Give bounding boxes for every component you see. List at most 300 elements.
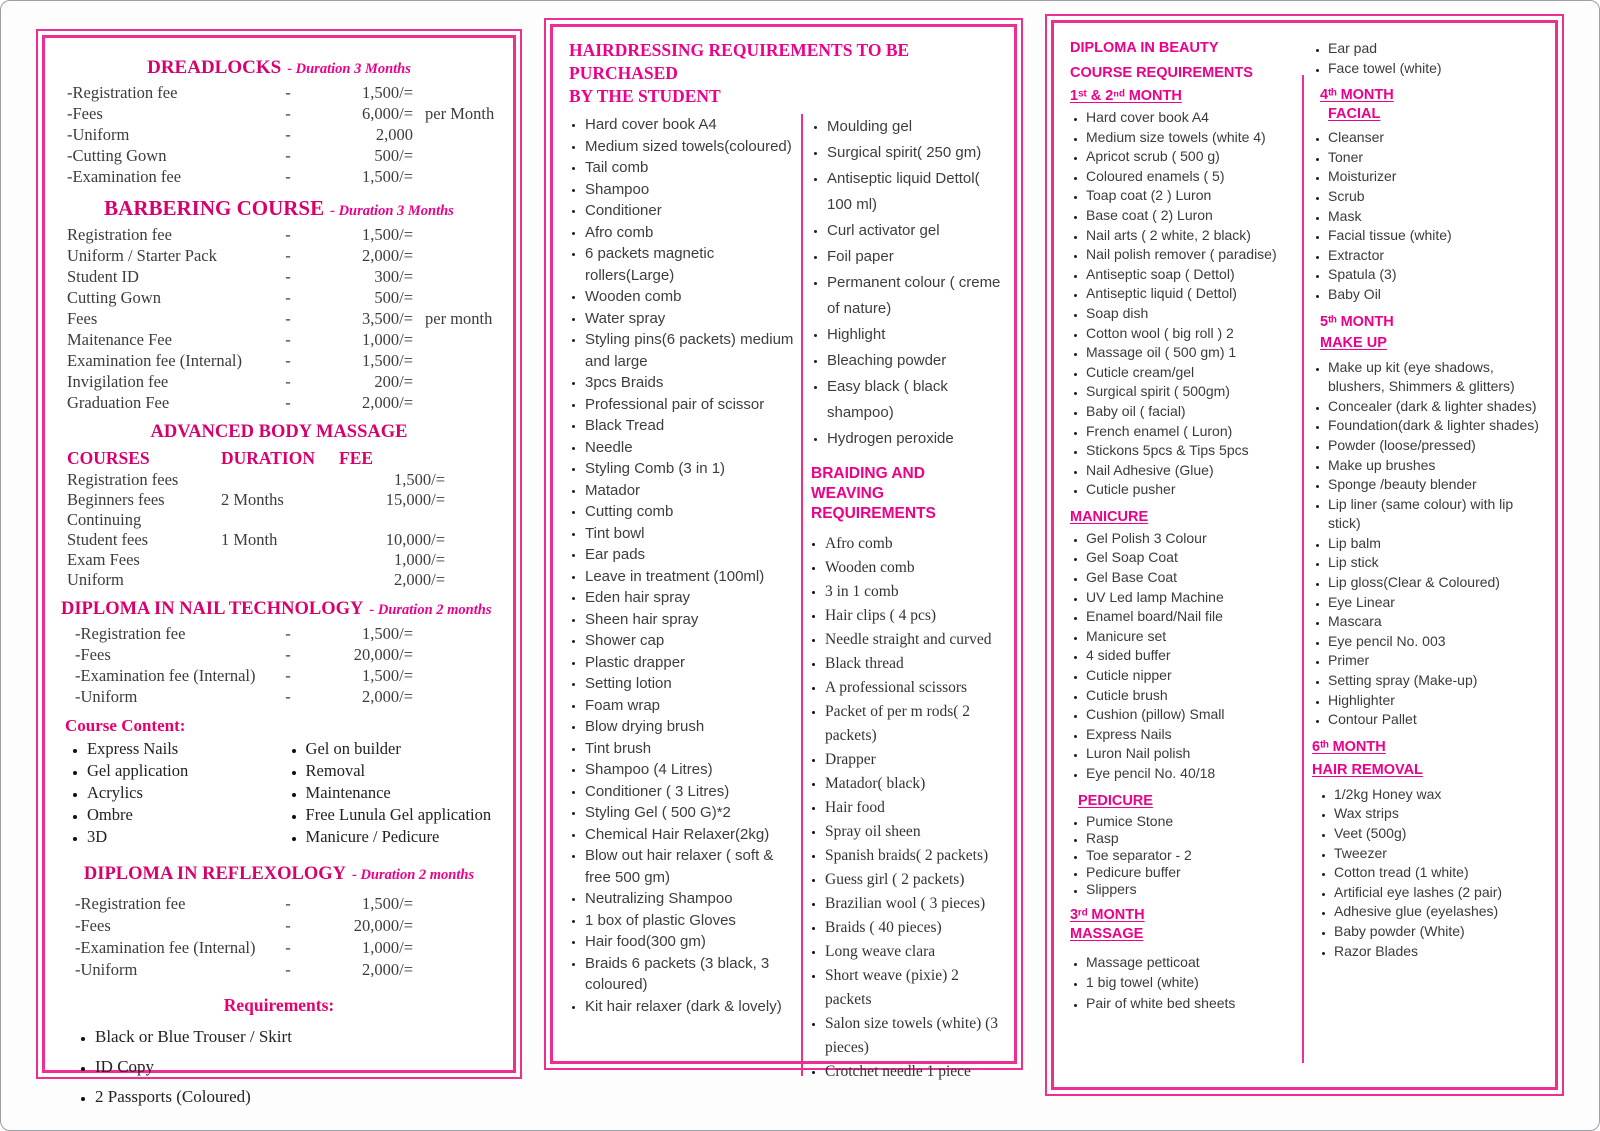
fee-note	[413, 893, 497, 915]
list-item: • Lip liner (same colour) with lip stick)	[1328, 495, 1549, 534]
list-item: • Antiseptic liquid Dettol( 100 ml)	[827, 166, 1006, 218]
fee-label: -Fees	[75, 645, 111, 664]
list-item: • Lip stick	[1328, 553, 1549, 573]
fee-row	[61, 893, 497, 915]
fee-separator: -	[285, 372, 291, 391]
list-item: • Toner	[1328, 148, 1549, 168]
fee-amount: 2,000/=	[361, 687, 413, 706]
fee-amount: 1,500/=	[361, 666, 413, 685]
list-item: • Pumice Stone	[1086, 813, 1302, 830]
list-item: • Tail comb	[585, 157, 801, 179]
hairdressing-columns	[567, 112, 1006, 1084]
list-item: • Sponge /beauty blender	[1328, 475, 1549, 495]
fee-amount: 1,500/=	[361, 83, 413, 102]
fee-separator: -	[285, 960, 291, 979]
fee-amount: 1,500/=	[361, 167, 413, 186]
column-divider	[1302, 75, 1304, 1063]
list-item: • Antiseptic soap ( Dettol)	[1086, 265, 1302, 285]
list-item: • Styling Comb (3 in 1)	[585, 458, 801, 480]
list-item: • Blow out hair relaxer ( soft & free 500 gm)	[585, 845, 801, 888]
fee-note	[413, 266, 497, 287]
fee-row	[61, 470, 497, 490]
section-duration: - Duration 2 months	[352, 867, 475, 883]
fee-note	[413, 623, 497, 644]
fee-label: Maitenance Fee	[67, 330, 172, 349]
hairdressing-title-line2: BY THE STUDENT	[569, 86, 721, 106]
fee-row	[61, 392, 497, 413]
list-item: • Coloured enamels ( 5)	[1086, 167, 1302, 187]
list-item: • Needle	[585, 437, 801, 459]
list-item: • UV Led lamp Machine	[1086, 588, 1302, 608]
list-item: • Hair food	[825, 796, 1006, 820]
fee-separator: -	[285, 687, 291, 706]
col-header-fee: FEE	[339, 448, 374, 468]
fee-row	[61, 937, 497, 959]
fee-note	[413, 166, 497, 187]
fee-label: -Examination fee (Internal)	[75, 938, 256, 957]
list-item: • Crotchet needle 1 piece	[825, 1060, 1006, 1084]
list-item: • Chemical Hair Relaxer(2kg)	[585, 824, 801, 846]
list-item: • Enamel board/Nail file	[1086, 607, 1302, 627]
course-content-label: Course Content:	[65, 716, 186, 735]
list-item: • Toe separator - 2	[1086, 847, 1302, 864]
list-item: • Conditioner	[585, 200, 801, 222]
fee-label: -Fees	[67, 104, 103, 123]
course-content-item: • Free Lunula Gel application	[306, 804, 497, 826]
fee-separator: -	[285, 916, 291, 935]
list-item: • Razor Blades	[1334, 942, 1549, 962]
list-item: • Matador( black)	[825, 772, 1006, 796]
fee-row	[61, 287, 497, 308]
course-fee: 2,000/=	[393, 570, 445, 589]
list-item: • Toap coat (2 ) Luron	[1086, 186, 1302, 206]
list-item: • Nail Adhesive (Glue)	[1086, 461, 1302, 481]
list-item: • Mascara	[1328, 612, 1549, 632]
list-item: • Leave in treatment (100ml)	[585, 566, 801, 588]
section-duration: - Duration 3 Months	[330, 203, 454, 219]
fee-separator: -	[285, 246, 291, 265]
braiding-weaving-list	[809, 532, 1006, 1084]
course-content-columns	[61, 738, 497, 848]
month-5-list	[1312, 358, 1549, 730]
fee-note	[413, 665, 497, 686]
list-item: • 1 big towel (white)	[1086, 972, 1302, 993]
fee-row	[61, 490, 497, 510]
fee-label: -Cutting Gown	[67, 146, 167, 165]
course-duration	[221, 550, 339, 570]
beauty-col1	[1070, 33, 1302, 1087]
list-item: • Slippers	[1086, 881, 1302, 898]
fee-note	[413, 145, 497, 166]
list-item: • Hard cover book A4	[1086, 108, 1302, 128]
list-item: • Lip balm	[1328, 534, 1549, 554]
list-item: • Cotton wool ( big roll ) 2	[1086, 324, 1302, 344]
list-item: • Nail polish remover ( paradise)	[1086, 245, 1302, 265]
fee-amount: 6,000/=	[361, 104, 413, 123]
course-fee	[339, 510, 445, 530]
course-content-item: • Manicure / Pedicure	[306, 826, 497, 848]
fee-label: -Uniform	[75, 960, 138, 979]
fee-separator: -	[285, 938, 291, 957]
list-item: • Foam wrap	[585, 695, 801, 717]
list-item: • Extractor	[1328, 246, 1549, 266]
course-name: Exam Fees	[67, 550, 140, 569]
list-item: • Surgical spirit( 250 gm)	[827, 140, 1006, 166]
course-content-item: • 3D	[87, 826, 288, 848]
list-item: • Cleanser	[1328, 128, 1549, 148]
list-item: • Wooden comb	[825, 556, 1006, 580]
beauty-col2	[1312, 33, 1549, 1087]
fee-amount: 2,000	[375, 125, 413, 144]
section-title-text: DREADLOCKS	[147, 57, 282, 78]
list-item: • Scrub	[1328, 187, 1549, 207]
fee-amount: 1,500/=	[361, 225, 413, 244]
list-item: • Concealer (dark & lighter shades)	[1328, 397, 1549, 417]
dreadlocks-title	[61, 57, 497, 79]
list-item: • French enamel ( Luron)	[1086, 422, 1302, 442]
month-5-heading-line2: MAKE UP	[1320, 334, 1387, 351]
list-item: • Permanent colour ( creme of nature)	[827, 270, 1006, 322]
fee-amount: 2,000/=	[361, 960, 413, 979]
fee-label: -Examination fee (Internal)	[75, 666, 256, 685]
course-duration	[221, 570, 339, 590]
list-item: • Spanish braids( 2 packets)	[825, 844, 1006, 868]
list-item: • Styling pins(6 packets) medium and large	[585, 329, 801, 372]
list-item: • Rasp	[1086, 830, 1302, 847]
fee-row	[61, 530, 497, 550]
list-item: • Gel Polish 3 Colour	[1086, 529, 1302, 549]
fee-label: -Examination fee	[67, 167, 182, 186]
fee-label: Uniform / Starter Pack	[67, 246, 217, 265]
list-item: • Veet (500g)	[1334, 824, 1549, 844]
list-item: • Plastic drapper	[585, 652, 801, 674]
course-content-item: • Gel on builder	[306, 738, 497, 760]
section-dreadlocks	[61, 57, 497, 187]
list-item: • 1 box of plastic Gloves	[585, 910, 801, 932]
month-1-2-list	[1070, 108, 1302, 500]
fee-amount: 500/=	[374, 146, 413, 165]
month-5-heading-line1: 5ᵗʰ MONTH	[1320, 313, 1394, 330]
barbering-title	[61, 196, 497, 221]
section-title-text: DIPLOMA IN REFLEXOLOGY	[83, 864, 346, 884]
manicure-heading: MANICURE	[1070, 508, 1149, 525]
list-item: • Highlighter	[1328, 691, 1549, 711]
month-4-heading-line1: 4ᵗʰ MONTH	[1320, 87, 1394, 104]
list-item: • Hard cover book A4	[585, 114, 801, 136]
list-item: • Shampoo	[585, 179, 801, 201]
list-item: • Lip gloss(Clear & Coloured)	[1328, 573, 1549, 593]
fee-separator: -	[285, 267, 291, 286]
fee-row	[61, 644, 497, 665]
hairdressing-col2	[809, 112, 1006, 1084]
fee-separator: -	[285, 167, 291, 186]
course-content-item: • Removal	[306, 760, 497, 782]
list-item: • Setting spray (Make-up)	[1328, 671, 1549, 691]
list-item: • Needle straight and curved	[825, 628, 1006, 652]
fee-row	[61, 686, 497, 707]
requirements-list	[61, 1022, 497, 1112]
fee-row	[61, 145, 497, 166]
list-item: • Make up kit (eye shadows, blushers, Shimmers & glitters)	[1328, 358, 1549, 397]
list-item: • Eye Linear	[1328, 593, 1549, 613]
fee-label: Fees	[67, 309, 98, 328]
fee-note	[413, 329, 497, 350]
course-name: Beginners fees	[67, 490, 165, 509]
list-item: • Blow drying brush	[585, 716, 801, 738]
fee-label: -Registration fee	[75, 894, 186, 913]
list-item: • Wooden comb	[585, 286, 801, 308]
fee-label: Registration fee	[67, 225, 172, 244]
requirement-item: • Black or Blue Trouser / Skirt	[95, 1022, 497, 1052]
list-item: • Styling Gel ( 500 G)*2	[585, 802, 801, 824]
list-item: • Cuticle nipper	[1086, 666, 1302, 686]
fee-label: -Uniform	[67, 125, 130, 144]
fee-row	[61, 166, 497, 187]
beauty-header-line1: DIPLOMA IN BEAUTY	[1070, 40, 1219, 56]
list-item: • Tweezer	[1334, 844, 1549, 864]
section-barbering	[61, 196, 497, 413]
month-3-list	[1070, 952, 1302, 1014]
list-item: • Brazilian wool ( 3 pieces)	[825, 892, 1006, 916]
list-item: • Setting lotion	[585, 673, 801, 695]
fee-separator: -	[285, 330, 291, 349]
month-3-heading-line1: 3ʳᵈ MONTH	[1070, 906, 1145, 923]
list-item: • Shower cap	[585, 630, 801, 652]
list-item: • Black thread	[825, 652, 1006, 676]
reflexology-title	[61, 864, 497, 885]
fee-separator: -	[285, 83, 291, 102]
fee-label: Student ID	[67, 267, 139, 286]
requirement-item: • 2 Passports (Coloured)	[95, 1082, 497, 1112]
list-item: • Contour Pallet	[1328, 710, 1549, 730]
list-item: • Eye pencil No. 40/18	[1086, 764, 1302, 784]
hairdressing-items-col2	[809, 114, 1006, 452]
course-content-item: • Acrylics	[87, 782, 288, 804]
list-item: • Drapper	[825, 748, 1006, 772]
fee-row	[61, 266, 497, 287]
fee-amount: 500/=	[374, 288, 413, 307]
fee-note	[413, 124, 497, 145]
fee-row	[61, 915, 497, 937]
list-item: • Primer	[1328, 651, 1549, 671]
list-item: • Express Nails	[1086, 725, 1302, 745]
fee-separator: -	[285, 125, 291, 144]
list-item: • Massage petticoat	[1086, 952, 1302, 973]
pedicure-heading: PEDICURE	[1078, 792, 1153, 809]
fee-amount: 200/=	[374, 372, 413, 391]
fee-amount: 2,000/=	[361, 393, 413, 412]
section-title-text: DIPLOMA IN NAIL TECHNOLOGY	[61, 599, 364, 619]
manicure-list	[1070, 529, 1302, 784]
list-item: • Make up brushes	[1328, 456, 1549, 476]
dreadlocks-fee-table	[61, 82, 497, 187]
list-item: • 3 in 1 comb	[825, 580, 1006, 604]
list-item: • Afro comb	[585, 222, 801, 244]
fee-amount: 1,500/=	[361, 351, 413, 370]
list-item: • Neutralizing Shampoo	[585, 888, 801, 910]
list-item: • Salon size towels (white) (3 pieces)	[825, 1012, 1006, 1060]
list-item: • Spray oil sheen	[825, 820, 1006, 844]
hairdressing-title	[569, 39, 1006, 108]
list-item: • Baby oil ( facial)	[1086, 402, 1302, 422]
list-item: • Wax strips	[1334, 804, 1549, 824]
fee-row	[61, 329, 497, 350]
hairdressing-col1	[567, 112, 801, 1084]
course-fee: 15,000/=	[385, 490, 445, 509]
course-name: Continuing	[67, 510, 142, 529]
month-3-heading-line2: MASSAGE	[1070, 925, 1144, 942]
fee-amount: 1,500/=	[361, 624, 413, 643]
fee-note	[413, 644, 497, 665]
hairdressing-title-line1: HAIRDRESSING REQUIREMENTS TO BE PURCHASED	[569, 40, 910, 83]
fee-row	[61, 103, 497, 124]
fee-amount: 20,000/=	[353, 645, 413, 664]
list-item: • Foundation(dark & lighter shades)	[1328, 416, 1549, 436]
fee-amount: 300/=	[374, 267, 413, 286]
list-item: • Facial tissue (white)	[1328, 226, 1549, 246]
list-item: • Hair clips ( 4 pcs)	[825, 604, 1006, 628]
beauty-diploma-panel	[1045, 14, 1564, 1096]
hairdressing-panel	[544, 18, 1023, 1080]
column-divider	[801, 114, 803, 1076]
pedicure-list	[1070, 813, 1302, 898]
reflexology-fee-table	[61, 893, 497, 981]
fees-panel-inner	[42, 35, 516, 1106]
course-fee: 1,000/=	[393, 550, 445, 569]
list-item: • Cuticle brush	[1086, 686, 1302, 706]
list-item: • Luron Nail polish	[1086, 744, 1302, 764]
nailtech-fee-table	[61, 623, 497, 707]
fee-note	[413, 350, 497, 371]
list-item: • Surgical spirit ( 500gm)	[1086, 382, 1302, 402]
fee-note	[413, 392, 497, 413]
fee-amount: 1,000/=	[361, 938, 413, 957]
fee-note	[413, 245, 497, 266]
list-item: • Cushion (pillow) Small	[1086, 705, 1302, 725]
month-6-list	[1312, 785, 1549, 961]
fee-row	[61, 570, 497, 590]
beauty-col2-intro-list	[1312, 39, 1549, 78]
barbering-fee-table	[61, 224, 497, 413]
fee-label: Invigilation fee	[67, 372, 169, 391]
fee-row	[61, 308, 497, 329]
fee-row	[61, 550, 497, 570]
fee-note	[413, 224, 497, 245]
fee-row	[61, 350, 497, 371]
section-course-content	[61, 716, 497, 848]
list-item: • Conditioner ( 3 Litres)	[585, 781, 801, 803]
fee-label: -Uniform	[75, 687, 138, 706]
fee-separator: -	[285, 645, 291, 664]
section-title-text: BARBERING COURSE	[104, 196, 325, 220]
fee-separator: -	[285, 666, 291, 685]
list-item: • Manicure set	[1086, 627, 1302, 647]
month-1-2-heading: 1ˢᵗ & 2ⁿᵈ MONTH	[1070, 88, 1182, 104]
list-item: • Stickons 5pcs & Tips 5pcs	[1086, 441, 1302, 461]
course-fee: 1,500/=	[393, 470, 445, 489]
list-item: • Eye pencil No. 003	[1328, 632, 1549, 652]
list-item: • Sheen hair spray	[585, 609, 801, 631]
fee-label: -Registration fee	[67, 83, 178, 102]
hairdressing-items-col1	[567, 114, 801, 1017]
list-item: • Hydrogen peroxide	[827, 426, 1006, 452]
beauty-header-line2: COURSE REQUIREMENTS	[1070, 65, 1253, 81]
list-item: • Matador	[585, 480, 801, 502]
fee-row	[61, 371, 497, 392]
course-duration: 2 Months	[221, 490, 284, 509]
fee-row	[61, 665, 497, 686]
list-item: • Braids ( 40 pieces)	[825, 916, 1006, 940]
fee-label: Cutting Gown	[67, 288, 161, 307]
list-item: • Foil paper	[827, 244, 1006, 270]
fee-note	[413, 937, 497, 959]
fee-note	[413, 915, 497, 937]
list-item: • Tint brush	[585, 738, 801, 760]
list-item: • Baby Oil	[1328, 285, 1549, 305]
list-item: • Soap dish	[1086, 304, 1302, 324]
fee-separator: -	[285, 351, 291, 370]
fee-label: Graduation Fee	[67, 393, 170, 412]
list-item: • Tint bowl	[585, 523, 801, 545]
massage-table-header	[61, 446, 497, 470]
section-duration: - Duration 3 Months	[287, 61, 411, 77]
fee-row	[61, 124, 497, 145]
requirements-label: Requirements:	[223, 995, 335, 1015]
course-content-col2	[288, 738, 497, 848]
hairdressing-panel-inner	[550, 24, 1017, 1080]
list-item: • Antiseptic liquid ( Dettol)	[1086, 284, 1302, 304]
list-item: • Base coat ( 2) Luron	[1086, 206, 1302, 226]
course-fee: 10,000/=	[385, 530, 445, 549]
list-item: • Powder (loose/pressed)	[1328, 436, 1549, 456]
fee-separator: -	[285, 288, 291, 307]
section-nail-technology	[61, 599, 497, 707]
fee-separator: -	[285, 104, 291, 123]
fee-row	[61, 245, 497, 266]
section-requirements	[61, 995, 497, 1112]
fee-row	[61, 224, 497, 245]
fee-label: Examination fee (Internal)	[67, 351, 242, 370]
list-item: • Face towel (white)	[1328, 59, 1549, 79]
requirement-item: • ID Copy	[95, 1052, 497, 1082]
month-4-list	[1312, 128, 1549, 304]
list-item: • Braids 6 packets (3 black, 3 coloured)	[585, 953, 801, 996]
fee-separator: -	[285, 225, 291, 244]
list-item: • Pair of white bed sheets	[1086, 993, 1302, 1014]
list-item: • Pedicure buffer	[1086, 864, 1302, 881]
month-6-heading-line2: HAIR REMOVAL	[1312, 761, 1423, 778]
massage-title: ADVANCED BODY MASSAGE	[150, 422, 408, 442]
list-item: • Adhesive glue (eyelashes)	[1334, 902, 1549, 922]
list-item: • Ear pad	[1328, 39, 1549, 59]
fee-note	[413, 82, 497, 103]
nailtech-title	[61, 599, 497, 620]
list-item: • 3pcs Braids	[585, 372, 801, 394]
list-item: • Cotton tread (1 white)	[1334, 863, 1549, 883]
list-item: • Moisturizer	[1328, 167, 1549, 187]
list-item: • Kit hair relaxer (dark & lovely)	[585, 996, 801, 1018]
list-item: • A professional scissors	[825, 676, 1006, 700]
list-item: • Guess girl ( 2 packets)	[825, 868, 1006, 892]
course-name: Student fees	[67, 530, 149, 549]
fee-amount: 20,000/=	[353, 916, 413, 935]
fee-row	[61, 623, 497, 644]
list-item: • Mask	[1328, 207, 1549, 227]
course-content-item: • Express Nails	[87, 738, 288, 760]
list-item: • Baby powder (White)	[1334, 922, 1549, 942]
fee-note	[413, 686, 497, 707]
list-item: • Gel Base Coat	[1086, 568, 1302, 588]
